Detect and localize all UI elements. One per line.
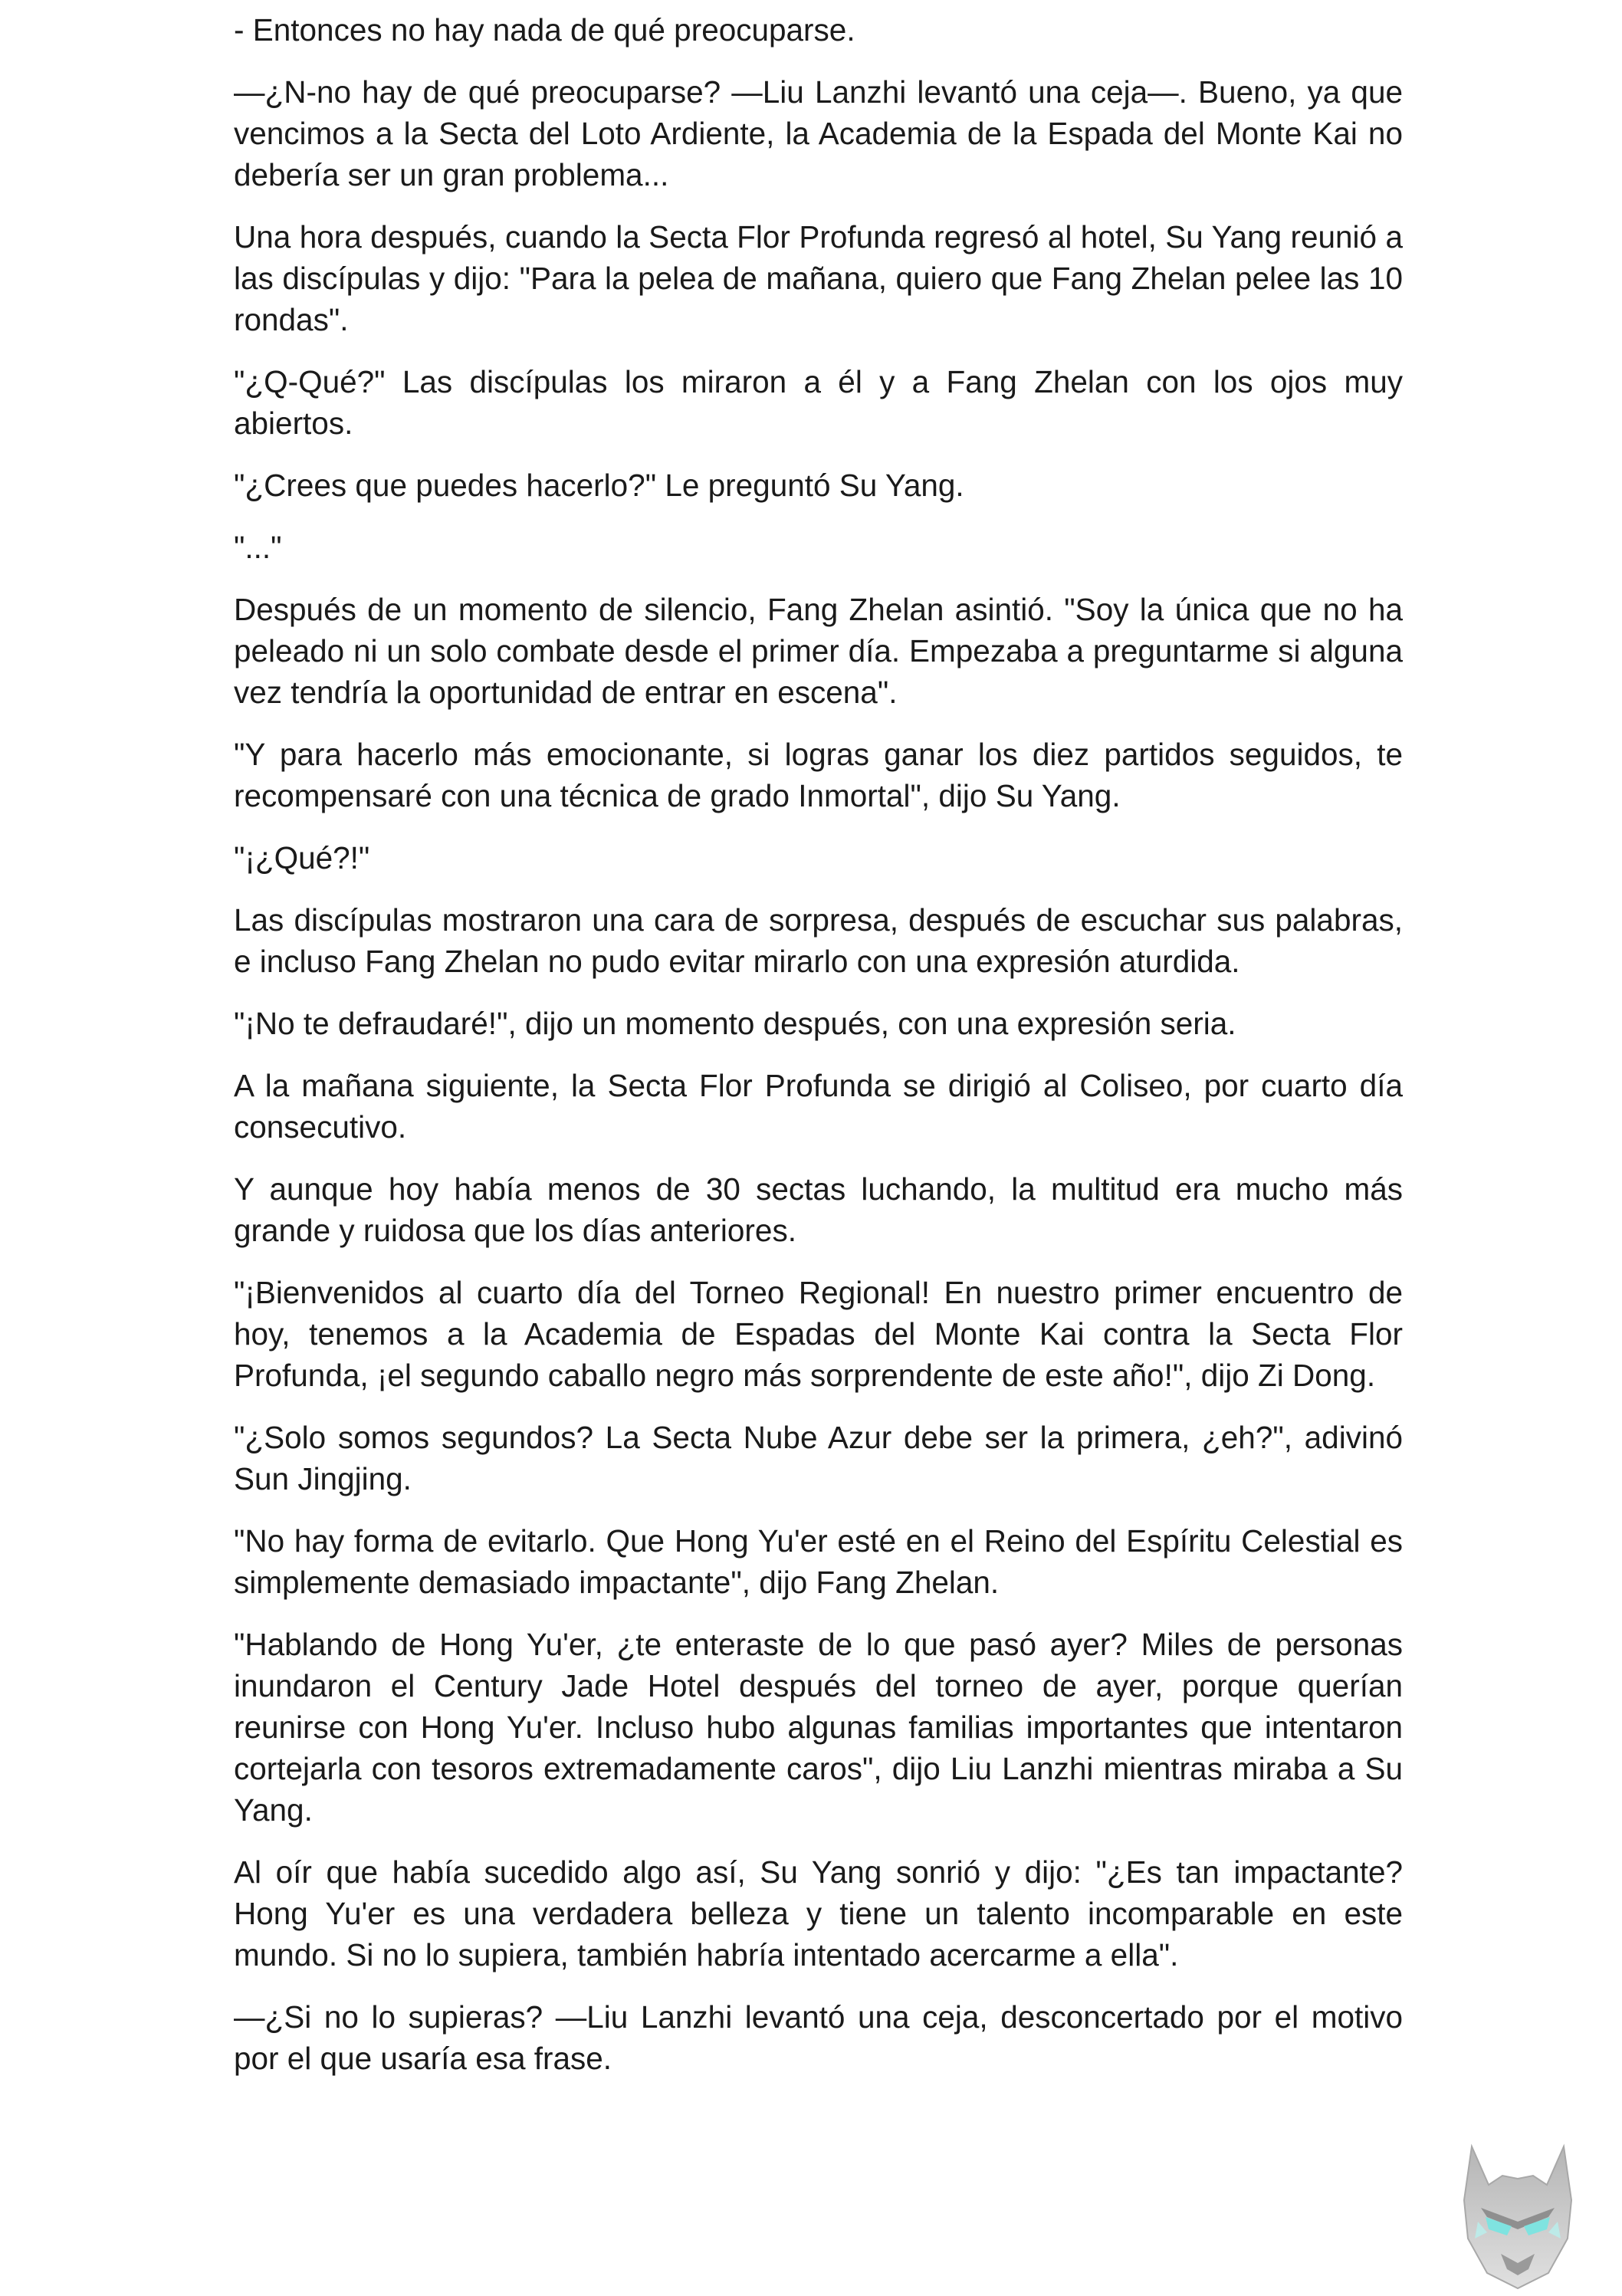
paragraph-19: —¿Si no lo supieras? —Liu Lanzhi levantó una ceja, desconcertado por el motivo por el que usaría esa frase. <box>234 1999 1403 2076</box>
paragraph-5: "¿Crees que puedes hacerlo?" Le preguntó Su Yang. <box>234 468 964 503</box>
paragraph-16: "No hay forma de evitarlo. Que Hong Yu'er esté en el Reino del Espíritu Celestial es simplemente demasiado impactante", dijo Fang Zhelan. <box>234 1523 1403 1600</box>
paragraph-8: "Y para hacerlo más emocionante, si logras ganar los diez partidos seguidos, te recompensaré con una técnica de grado Inmortal", dijo Su Yang. <box>234 737 1403 813</box>
paragraph-10: Las discípulas mostraron una cara de sorpresa, después de escuchar sus palabras, e incluso Fang Zhelan no pudo evitar mirarlo con una expresión aturdida. <box>234 902 1403 979</box>
paragraph-4: "¿Q-Qué?" Las discípulas los miraron a él y a Fang Zhelan con los ojos muy abiertos. <box>234 364 1403 441</box>
paragraph-1: - Entonces no hay nada de qué preocuparse. <box>234 12 855 48</box>
paragraph-14: "¡Bienvenidos al cuarto día del Torneo Regional! En nuestro primer encuentro de hoy, tenemos a la Academia de Espadas del Monte Kai contra la Secta Flor Profunda, ¡el segundo caballo negro más sorprendente de este año!", dijo Zi Dong. <box>234 1275 1403 1393</box>
paragraph-9: "¡¿Qué?!" <box>234 840 370 875</box>
paragraph-12: A la mañana siguiente, la Secta Flor Profunda se dirigió al Coliseo, por cuarto día consecutivo. <box>234 1068 1403 1145</box>
paragraph-13: Y aunque hoy había menos de 30 sectas luchando, la multitud era mucho más grande y ruidosa que los días anteriores. <box>234 1171 1403 1248</box>
paragraph-3: Una hora después, cuando la Secta Flor Profunda regresó al hotel, Su Yang reunió a las discípulas y dijo: "Para la pelea de mañana, quiero que Fang Zhelan pelee las 10 rondas". <box>234 219 1403 337</box>
demon-head-logo-icon <box>1441 2131 1594 2292</box>
paragraph-11: "¡No te defraudaré!", dijo un momento después, con una expresión seria. <box>234 1006 1236 1041</box>
paragraph-2: —¿N-no hay de qué preocuparse? —Liu Lanzhi levantó una ceja—. Bueno, ya que vencimos a la Secta del Loto Ardiente, la Academia de la Espada del Monte Kai no debería ser un gran problema... <box>234 74 1403 192</box>
paragraph-17: "Hablando de Hong Yu'er, ¿te enteraste de lo que pasó ayer? Miles de personas inundaron el Century Jade Hotel después del torneo de ayer, porque querían reunirse con Hong Yu'er. Incluso hubo algunas familias importantes que intentaron cortejarla con tesoros extremadamente caros", dijo Liu Lanzhi mientras miraba a Su Yang. <box>234 1627 1403 1828</box>
document-page <box>234 9 1403 2100</box>
paragraph-15: "¿Solo somos segundos? La Secta Nube Azur debe ser la primera, ¿eh?", adivinó Sun Jingjing. <box>234 1420 1403 1496</box>
paragraph-7: Después de un momento de silencio, Fang Zhelan asintió. "Soy la única que no ha peleado ni un solo combate desde el primer día. Empezaba a preguntarme si alguna vez tendría la oportunidad de entrar en escena". <box>234 592 1403 710</box>
paragraph-18: Al oír que había sucedido algo así, Su Yang sonrió y dijo: "¿Es tan impactante? Hong Yu'er es una verdadera belleza y tiene un talento incomparable en este mundo. Si no lo supiera, también habría intentado acercarme a ella". <box>234 1854 1403 1972</box>
paragraph-6: "..." <box>234 530 282 565</box>
